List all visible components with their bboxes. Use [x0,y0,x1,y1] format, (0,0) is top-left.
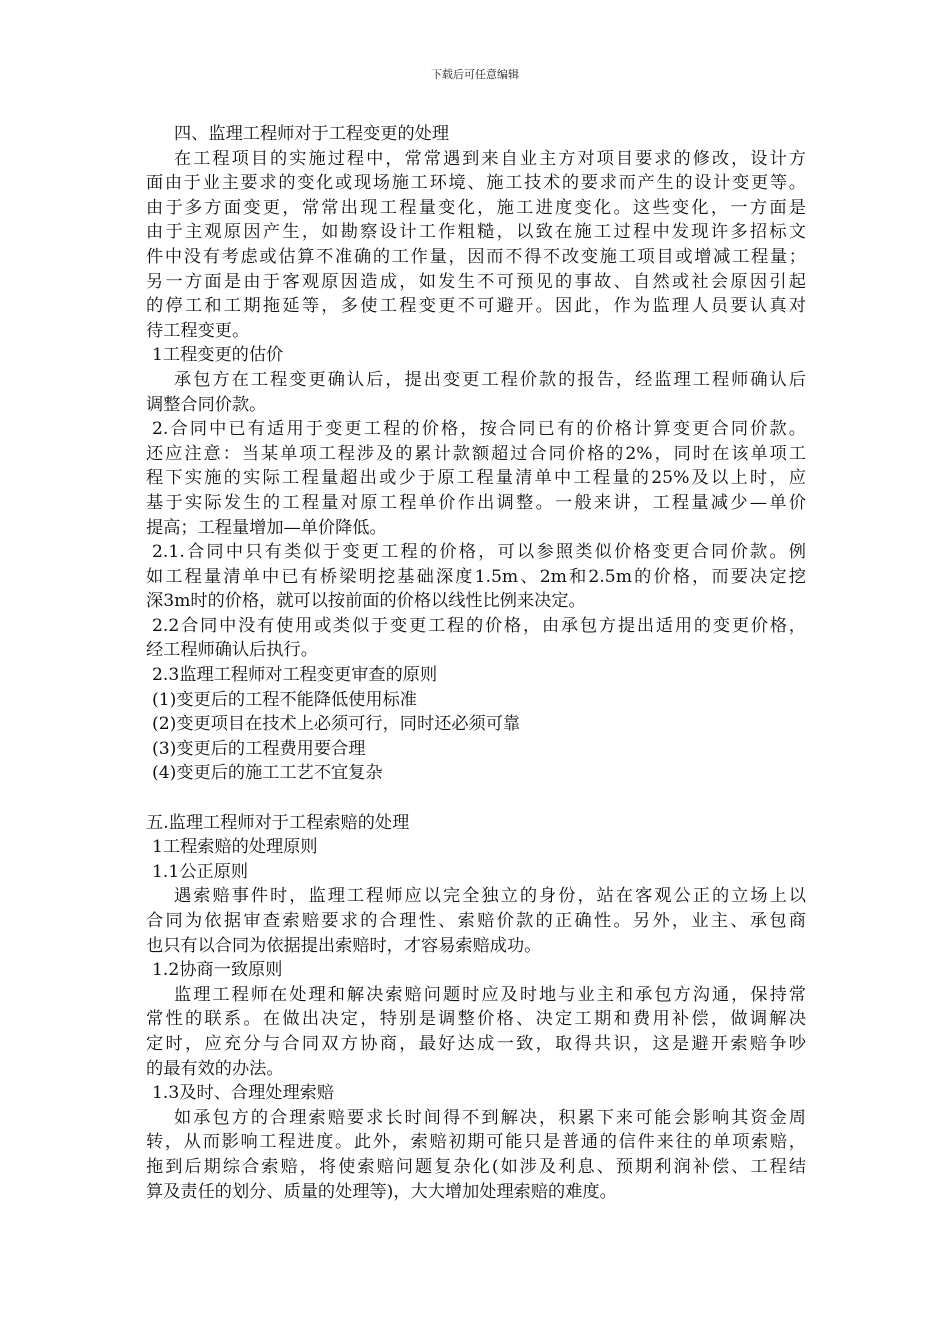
text-line: 常性的联系。在做出决定，特别是调整价格、决定工期和费用补偿，做调解决 [146,1009,806,1030]
text-line: 的停工和工期拖延等，多使工程变更不可避开。因此，作为监理人员要认真对 [146,296,806,317]
blank-line [146,786,806,811]
text-line: 调整合同价款。 [146,394,267,415]
text-line: 定时，应充分与合同双方协商，最好达成一致，取得共识，这是避开索赔争吵 [146,1033,806,1054]
text-line: (3)变更后的工程费用要合理 [152,738,366,759]
text-line: 合同为依据审查索赔要求的合理性、索赔价款的正确性。另外，业主、承包商 [146,911,806,931]
text-line: 在工程项目的实施过程中，常常遇到来自业主方对项目要求的修改，设计方 [174,148,806,169]
text-line: 的最有效的办法。 [146,1058,284,1079]
text-line: 五.监理工程师对于工程索赔的处理 [146,812,410,833]
text-line: 还应注意：当某单项工程涉及的累计款额超过合同价格的2%，同时在该单项工 [146,443,806,464]
text-line: 深3m时的价格，就可以按前面的价格以线性比例来决定。 [146,591,586,612]
text-line: 1工程变更的估价 [152,345,284,366]
text-line: 也只有以合同为依据提出索赔时，才容易索赔成功。 [146,935,542,956]
page-header: 下载后可任意编辑 [431,68,519,81]
text-line: 监理工程师在处理和解决索赔问题时应及时地与业主和承包方沟通，保持常 [174,984,806,1005]
text-line: 面由于业主要求的变化或现场施工环境、施工技术的要求而产生的设计变更等。 [146,173,806,194]
text-line: 1.2协商一致原则 [152,960,283,981]
text-line: 程下实施的实际工程量超出或少于原工程量清单中工程量的25%及以上时，应 [146,468,806,489]
text-line: 承包方在工程变更确认后，提出变更工程价款的报告，经监理工程师确认后 [174,369,806,390]
text-line: 件中没有考虑或估算不准确的工作量，因而不得不改变施工项目或增减工程量； [146,246,806,267]
text-line: 另一方面是由于客观原因造成，如发生不可预见的事故、自然或社会原因引起 [146,271,806,292]
text-line: 1工程索赔的处理原则 [152,837,318,858]
text-line: 2.合同中已有适用于变更工程的价格，按合同已有的价格计算变更合同价款。 [152,419,806,440]
text-line: 2.3监理工程师对工程变更审查的原则 [152,665,438,686]
text-line: (4)变更后的施工工艺不宜复杂 [152,763,383,784]
text-line: 2.1.合同中只有类似于变更工程的价格，可以参照类似价格变更合同价款。例 [152,542,806,563]
text-line: (2)变更项目在技术上必须可行，同时还必须可靠 [152,714,521,735]
text-line: (1)变更后的工程不能降低使用标准 [152,689,417,710]
text-line: 转，从而影响工程进度。此外，索赔初期可能只是普通的信件来往的单项索赔， [146,1132,806,1153]
text-line: 由于主观原因产生，如勘察设计工作粗糙，以致在施工过程中发现许多招标文 [146,222,806,243]
text-line: 基于实际发生的工程量对原工程单价作出调整。一般来讲，工程量减少—单价 [146,492,806,513]
text-line: 算及责任的划分、质量的处理等)，大大增加处理索赔的难度。 [146,1181,617,1202]
text-line: 四、监理工程师对于工程变更的处理 [174,124,450,144]
text-line: 待工程变更。 [146,320,250,341]
text-line: 如工程量清单中已有桥梁明挖基础深度1.5m、2m和2.5m的价格，而要决定挖 [146,566,806,587]
text-line: 1.3及时、合理处理索赔 [152,1083,335,1104]
text-line: 2.2合同中没有使用或类似于变更工程的价格，由承包方提出适用的变更价格， [152,615,806,636]
text-line: 遇索赔事件时，监理工程师应以完全独立的身份，站在客观公正的立场上以 [174,886,806,907]
text-line: 提高；工程量增加—单价降低。 [146,517,387,538]
text-line: 经工程师确认后执行。 [146,640,318,661]
document-body [146,122,806,1204]
text-line: 由于多方面变更，常常出现工程量变化，施工进度变化。这些变化，一方面是 [146,197,806,218]
text-line: 1.1公正原则 [152,861,249,882]
text-line: 如承包方的合理索赔要求长时间得不到解决，积累下来可能会影响其资金周 [174,1107,806,1128]
text-line: 拖到后期综合索赔，将使索赔问题复杂化(如涉及利息、预期利润补偿、工程结 [146,1156,806,1177]
